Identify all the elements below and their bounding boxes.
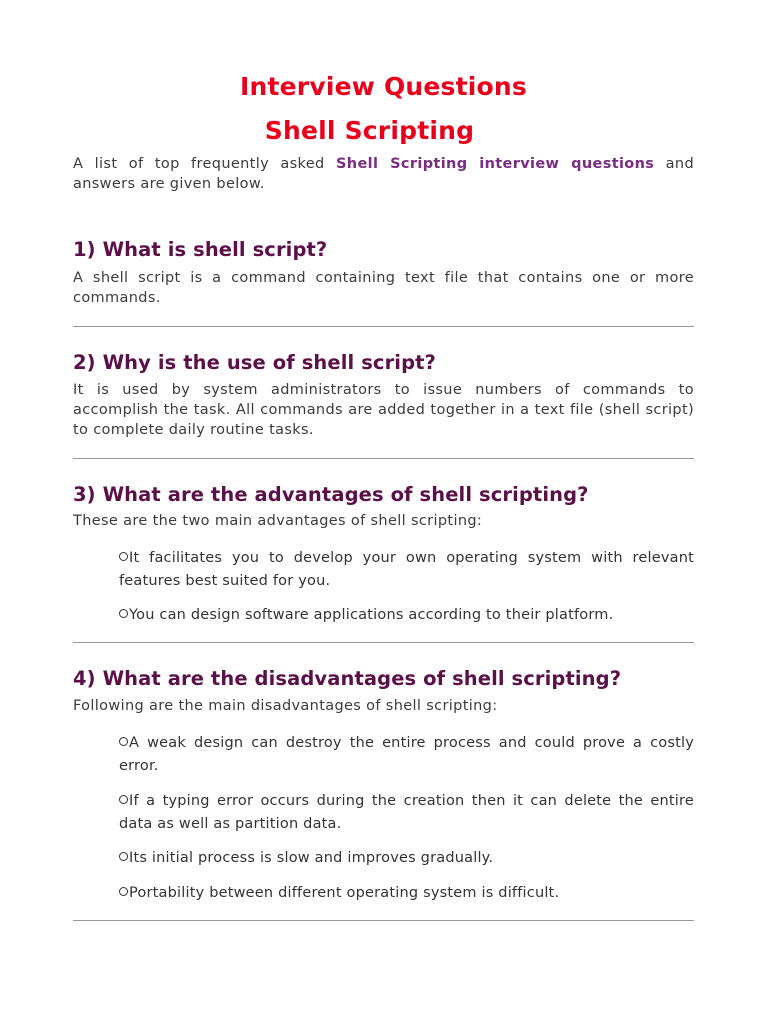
question-1-answer: A shell script is a command containing text file that contains one or more commands. bbox=[73, 270, 694, 306]
bullet-text: If a typing error occurs during the creation then it can delete the entire data as well as partition data. bbox=[119, 793, 694, 832]
question-4-heading: 4) What are the disadvantages of shell scripting? bbox=[73, 667, 622, 690]
question-2-heading: 2) Why is the use of shell script? bbox=[73, 351, 436, 374]
bullet-circle-icon bbox=[119, 737, 128, 746]
question-3-answer: These are the two main advantages of shell scripting: bbox=[73, 513, 483, 529]
intro-text-after: and answers are given below. bbox=[73, 156, 694, 192]
divider-2 bbox=[73, 458, 694, 459]
question-4-answer: Following are the main disadvantages of shell scripting: bbox=[73, 698, 498, 714]
bullet-text: A weak design can destroy the entire process and could prove a costly error. bbox=[119, 735, 694, 774]
document-subtitle: Shell Scripting bbox=[264, 116, 475, 145]
question-3-bullet-1 bbox=[119, 547, 694, 593]
bullet-circle-icon bbox=[119, 609, 128, 618]
bullet-circle-icon bbox=[119, 795, 128, 804]
document-title: Interview Questions bbox=[239, 72, 527, 101]
question-1-heading: 1) What is shell script? bbox=[73, 238, 328, 261]
divider-1 bbox=[73, 326, 694, 327]
bullet-text: It facilitates you to develop your own operating system with relevant features best suited for you. bbox=[119, 550, 694, 589]
intro-text-before: A list of top frequently asked bbox=[73, 156, 337, 172]
bullet-text: Its initial process is slow and improves gradually. bbox=[129, 850, 494, 866]
question-4-bullet-2 bbox=[119, 790, 694, 836]
intro-highlight-link[interactable]: Shell Scripting interview questions bbox=[336, 156, 655, 172]
bullet-text: Portability between different operating system is difficult. bbox=[129, 885, 560, 901]
divider-4 bbox=[73, 920, 694, 921]
question-2-answer: It is used by system administrators to issue numbers of commands to accomplish the task. All commands are added together in a text file (shell script) to complete daily routine tasks. bbox=[73, 382, 694, 438]
bullet-text: You can design software applications according to their platform. bbox=[129, 607, 614, 623]
bullet-circle-icon bbox=[119, 887, 128, 896]
question-3-bullet-2 bbox=[119, 604, 694, 627]
divider-3 bbox=[73, 642, 694, 643]
question-4-bullet-1 bbox=[119, 732, 694, 778]
bullet-circle-icon bbox=[119, 552, 128, 561]
question-3-heading: 3) What are the advantages of shell scripting? bbox=[73, 483, 589, 506]
intro-paragraph bbox=[73, 154, 694, 194]
question-4-bullet-3 bbox=[119, 847, 694, 870]
question-4-bullet-4 bbox=[119, 882, 694, 905]
bullet-circle-icon bbox=[119, 852, 128, 861]
